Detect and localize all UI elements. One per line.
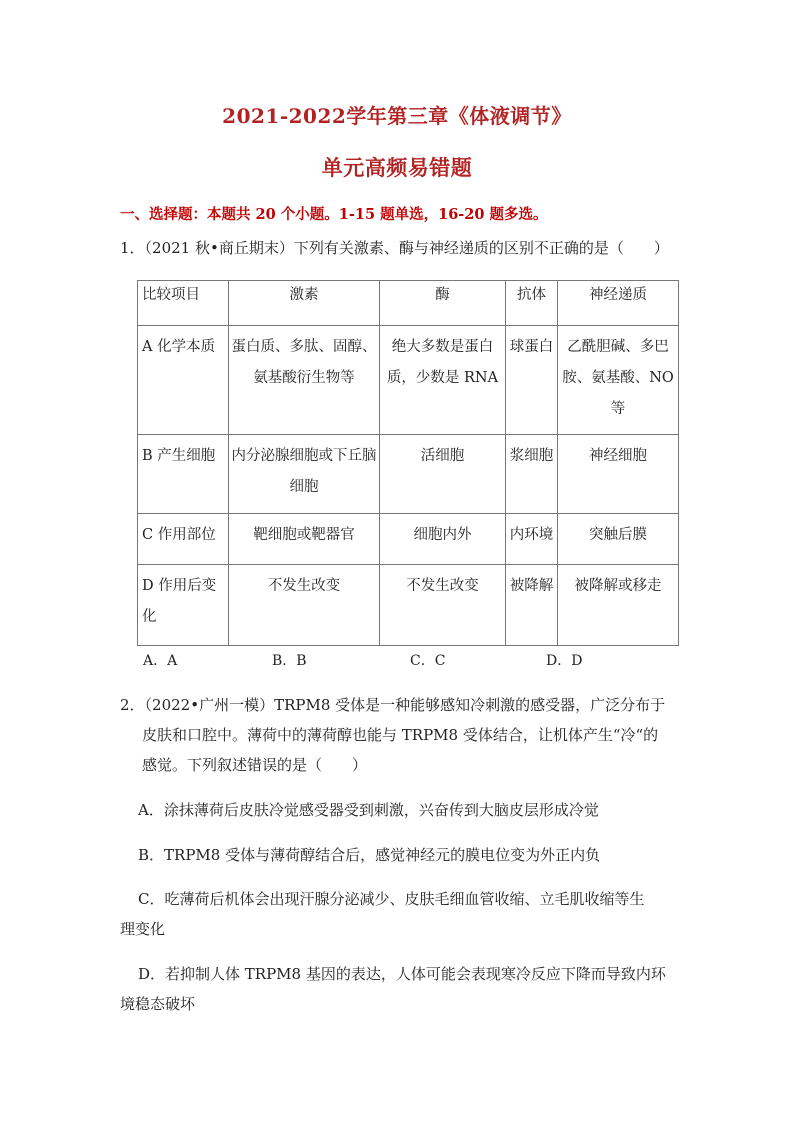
table-header-cell: 神经递质 xyxy=(558,281,679,326)
table-cell: 内环境 xyxy=(506,514,558,565)
stem-line: 皮肤和口腔中。薄荷中的薄荷醇也能与 TRPM8 受体结合，让机体产生“冷“的 xyxy=(142,726,659,744)
option-d-continued: 境稳态破坏 xyxy=(120,995,196,1013)
option-c[interactable]: C．C xyxy=(410,653,446,669)
document-title: 2021-2022学年第三章《体液调节》 xyxy=(222,104,572,128)
table-cell: 球蛋白 xyxy=(506,326,558,435)
question-2-stem xyxy=(120,690,680,780)
table-cell: 突触后膜 xyxy=(558,514,679,565)
table-cell: 靶细胞或靶器官 xyxy=(229,514,380,565)
table-header-cell: 抗体 xyxy=(506,281,558,326)
option-a[interactable]: A．A xyxy=(143,653,178,669)
table-header-cell: 酶 xyxy=(380,281,506,326)
option-c-continued: 理变化 xyxy=(120,920,166,938)
table-row xyxy=(138,514,679,565)
table-cell: 乙酰胆碱、多巴胺、氨基酸、NO 等 xyxy=(558,326,679,435)
table-row xyxy=(138,435,679,514)
stem-line: 2．（2022•广州一模）TRPM8 受体是一种能够感知冷刺激的感受器，广泛分布于 xyxy=(120,696,666,714)
table-cell: 不发生改变 xyxy=(380,565,506,646)
table-cell: 不发生改变 xyxy=(229,565,380,646)
option-b[interactable]: B．TRPM8 受体与薄荷醇结合后，感觉神经元的膜电位变为外正内负 xyxy=(138,846,601,864)
table-cell: 蛋白质、多肽、固醇、氨基酸衍生物等 xyxy=(229,326,380,435)
section-heading: 一、选择题：本题共 20 个小题。1-15 题单选，16-20 题多选。 xyxy=(120,206,548,223)
table-cell: A 化学本质 xyxy=(138,326,229,435)
table-cell: B 产生细胞 xyxy=(138,435,229,514)
table-cell: D 作用后变化 xyxy=(138,565,229,646)
document-subtitle: 单元高频易错题 xyxy=(321,155,473,180)
option-c[interactable]: C．吃薄荷后机体会出现汗腺分泌减少、皮肤毛细血管收缩、立毛肌收缩等生 xyxy=(138,890,645,908)
comparison-table xyxy=(137,280,679,646)
table-cell: 绝大多数是蛋白质，少数是 RNA xyxy=(380,326,506,435)
stem-line: 感觉。下列叙述错误的是（ ） xyxy=(142,756,368,774)
table-header-cell: 比较项目 xyxy=(138,281,229,326)
table-cell: 细胞内外 xyxy=(380,514,506,565)
option-a[interactable]: A．涂抹薄荷后皮肤冷觉感受器受到刺激，兴奋传到大脑皮层形成冷觉 xyxy=(138,801,599,819)
table-cell: 被降解 xyxy=(506,565,558,646)
table-row xyxy=(138,565,679,646)
table-header-row xyxy=(138,281,679,326)
table-cell: 被降解或移走 xyxy=(558,565,679,646)
table-cell: 神经细胞 xyxy=(558,435,679,514)
table-row xyxy=(138,326,679,435)
table-cell: 内分泌腺细胞或下丘脑细胞 xyxy=(229,435,380,514)
option-d[interactable]: D．若抑制人体 TRPM8 基因的表达，人体可能会表现寒冷反应下降而导致内环 xyxy=(138,965,666,983)
table-cell: C 作用部位 xyxy=(138,514,229,565)
table-cell: 活细胞 xyxy=(380,435,506,514)
table-cell: 浆细胞 xyxy=(506,435,558,514)
option-b[interactable]: B．B xyxy=(272,653,307,669)
question-1-stem: 1．（2021 秋•商丘期末）下列有关激素、酶与神经递质的区别不正确的是（ ） xyxy=(120,239,669,257)
table-header-cell: 激素 xyxy=(229,281,380,326)
option-d[interactable]: D．D xyxy=(546,653,583,669)
